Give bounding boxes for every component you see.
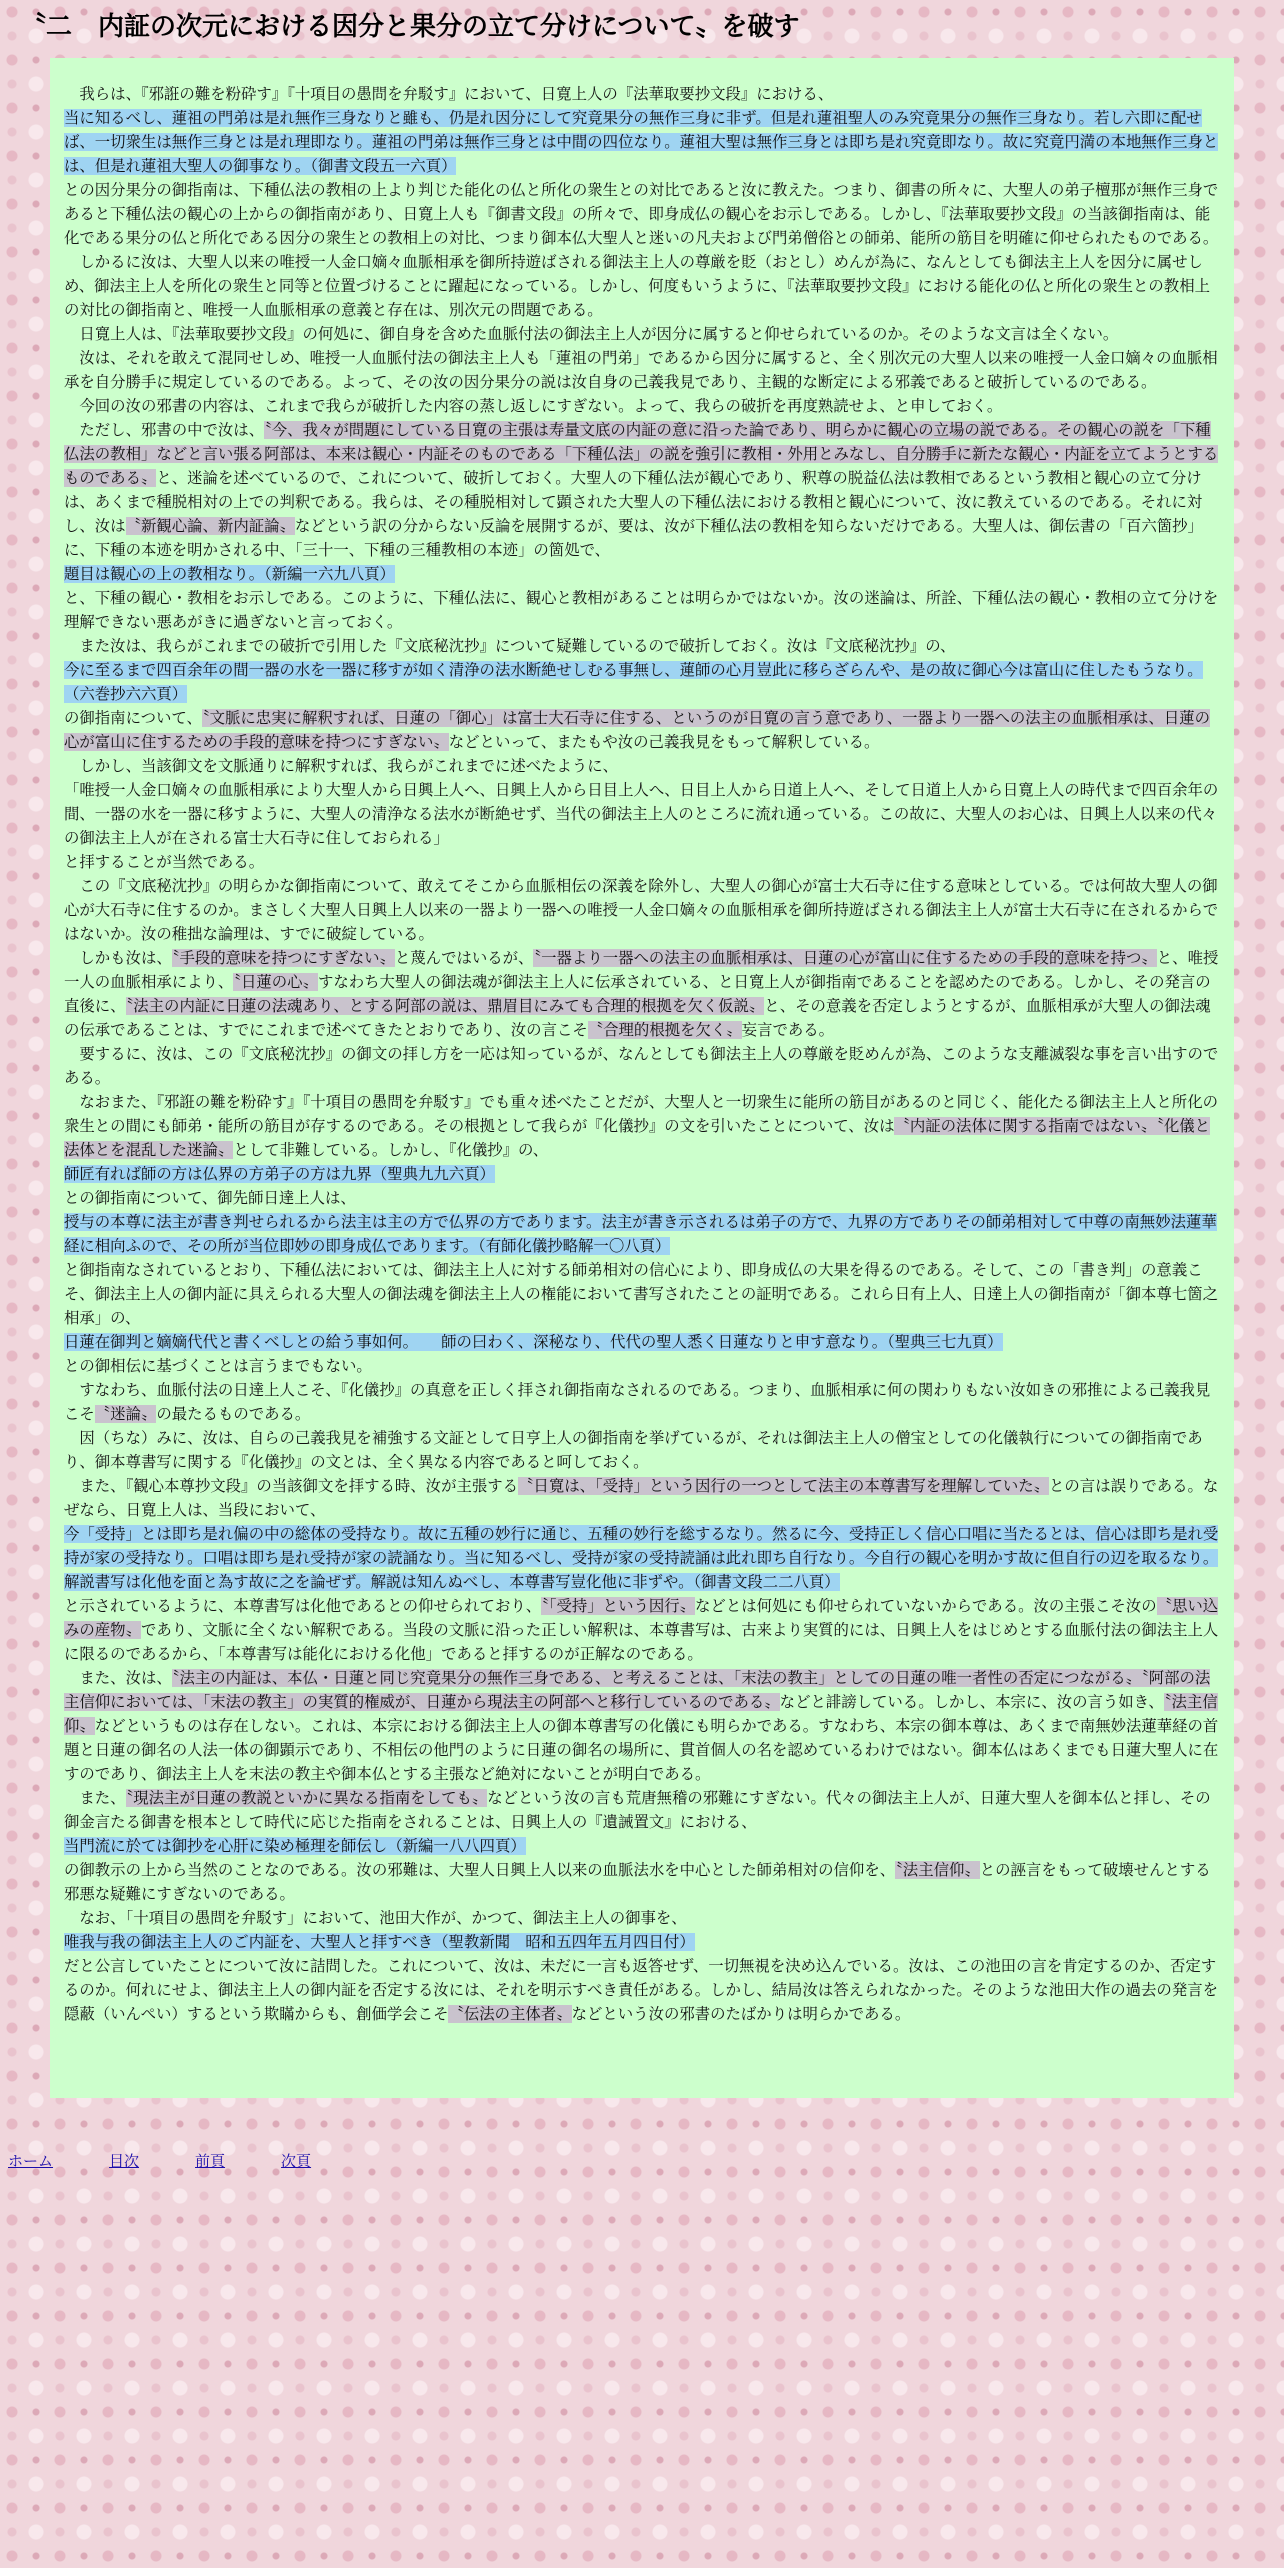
- cited-claim: 〝阿部の法主信仰においては、「末法の教主」の実質的権威が、日蓮から現法主の阿部へと移行しているのである〟: [64, 1669, 1211, 1711]
- body-paragraph: [64, 1258, 1220, 1330]
- paragraph-text: との因分果分の御指南は、下種仏法の教相の上より判じた能化の仏と所化の衆生との対比であると汝に教えた。つまり、御書の所々に、大聖人の弟子檀那が無作三身であると下種仏法の観心の上からの御指南があり、日寛上人も『御書文段』の所々で、即身成仏の観心をお示しである。しかし、『法華取要抄文段』の当該御指南は、能化である果分の仏と所化である因分の衆生との教相上の対比、つまり御本仏大聖人と迷いの凡夫および門弟僧俗との師弟、能所の筋目を明確に仰せられたものである。: [64, 181, 1219, 247]
- body-paragraph: [64, 250, 1220, 322]
- body-paragraph: [64, 1378, 1220, 1426]
- body-paragraph: [64, 322, 1220, 346]
- paragraph-text: 我らは、『邪誑の難を粉砕す』『十項目の愚問を弁駁す』において、日寛上人の『法華取要抄文段』における、: [64, 85, 834, 103]
- paragraph-text: と、迷論を述べているので、これについて、破折しておく。大聖人の下種仏法が観心であり、釈尊の脱益仏法は教相であるという教相と観心の立て分けは、あくまで種脱相対の上での判釈である。我らは、その種脱相対して顕された大聖人の下種仏法における教相と観心について、汝に教えているのである。それに対し、汝は: [64, 469, 1203, 535]
- page-title: 〝二 内証の次元における因分と果分の立て分けについて〟を破す: [20, 12, 800, 42]
- paragraph-text: また、『観心本尊抄文段』の当該御文を拝する時、汝が主張する: [64, 1477, 519, 1495]
- cited-claim: 〝現法主が日蓮の教説といかに異なる指南をしても〟: [125, 1789, 488, 1807]
- body-paragraph: [64, 778, 1220, 850]
- paragraph-text: 因（ちな）みに、汝は、自らの己義我見を補強する文証として日亨上人の御指南を挙げているが、それは御法主上人の僧宝としての化儀執行についての御指南であり、御本尊書写に関する『化儀抄』の文とは、全く異なる内容であると呵しておく。: [64, 1429, 1203, 1471]
- cited-claim: 〝合理的根拠を欠く〟: [587, 1021, 742, 1039]
- body-paragraph: [64, 178, 1220, 250]
- body-paragraph: [64, 1786, 1220, 1834]
- paragraph-text: などというものは存在しない。これは、本宗における御法主上人の御本尊書写の化儀にも明らかである。すなわち、本宗の御本尊は、あくまで南無妙法蓮華経の首題と日蓮の御名の人法一体の御顕示であり、不相伝の他門のように日蓮の御名の場所に、貫首個人の名を認めているわけではない。御本仏はあくまでも日蓮大聖人に在すのであり、御法主上人を末法の教主や御本仏とする主張など絶対にないことが明白である。: [64, 1717, 1219, 1783]
- body-paragraph: [64, 658, 1220, 706]
- paragraph-text: 汝は、それを敢えて混同せしめ、唯授一人血脈付法の御法主上人も「蓮祖の門弟」であるから因分に属すると、全く別次元の大聖人以来の唯授一人金口嫡々の血脈相承を自分勝手に規定しているのである。よって、その汝の因分果分の説は汝自身の己義我見であり、主観的な断定による邪義であると破折しているのである。: [64, 349, 1218, 391]
- paragraph-text: との言は誤りである。なぜなら、日寛上人は、当段において、: [64, 1477, 1219, 1519]
- body-paragraph: [64, 1330, 1220, 1354]
- body-paragraph: [64, 562, 1220, 586]
- body-paragraph: [64, 1354, 1220, 1378]
- paragraph-text: の御指南について、: [64, 709, 202, 727]
- body-paragraph: [64, 1834, 1220, 1858]
- paragraph-text: なお、「十項目の愚問を弁駁す」において、池田大作が、かつて、御法主上人の御事を、: [64, 1909, 687, 1927]
- cited-claim: 〝「受持」という因行〟: [541, 1597, 696, 1615]
- body-paragraph: [64, 82, 1220, 106]
- quoted-passage: 師匠有れば師の方は仏界の方弟子の方は九界（聖典九九六頁）: [64, 1165, 495, 1183]
- body-paragraph: [64, 394, 1220, 418]
- paragraph-text: 「唯授一人金口嫡々の血脈相承により大聖人から日興上人へ、日興上人から日目上人へ、日目上人から日道上人へ、そして日道上人から日寛上人の時代まで四百余年の間、一器の水を一器に移すように、大聖人の清浄なる法水が断絶せず、当代の御法主上人のところに流れ通っている。この故に、大聖人のお心は、日興上人以来の代々の御法主上人が在される富士大石寺に住しておられる」: [64, 781, 1219, 847]
- body-paragraph: [64, 1954, 1220, 2026]
- body-paragraph: [64, 1858, 1220, 1906]
- paragraph-text: との誣言をもって破壊せんとする邪悪な疑難にすぎないのである。: [64, 1861, 1211, 1903]
- paragraph-text: 日寛上人は、『法華取要抄文段』の何処に、御自身を含めた血脈付法の御法主上人が因分に属すると仰せられているのか。そのような文言は全くない。: [64, 325, 1119, 343]
- paragraph-text: であり、文脈に全くない解釈である。当段の文脈に沿った正しい解釈は、本尊書写は、古来より実質的には、日興上人をはじめとする血脈付法の御法主上人に限るのであるから、「本尊書写は能化における化他」であると拝するのが正解なのである。: [64, 1621, 1219, 1663]
- body-paragraph: [64, 706, 1220, 754]
- paragraph-text: と拝することが当然である。: [64, 853, 265, 871]
- paragraph-text: と、下種の観心・教相をお示しである。このように、下種仏法に、観心と教相があることは明らかではないか。汝の迷論は、所詮、下種仏法の観心・教相の立て分けを理解できない悪あがきに過ぎないと言っておく。: [64, 589, 1219, 631]
- body-paragraph: [64, 1090, 1220, 1162]
- paragraph-text: と蔑んではいるが、: [394, 949, 534, 967]
- paragraph-text: 今回の汝の邪書の内容は、これまで我らが破折した内容の蒸し返しにすぎない。よって、我らの破折を再度熟読せよ、と申しておく。: [64, 397, 1003, 415]
- quoted-passage: 唯我与我の御法主上人のご内証を、大聖人と拝すべき（聖教新聞 昭和五四年五月四日付）: [64, 1933, 695, 1951]
- paragraph-text: と御指南なされているとおり、下種仏法においては、御法主上人に対する師弟相対の信心により、即身成仏の大果を得るのである。そして、この「書き判」の意義こそ、御法主上人の御内証に具えられる大聖人の御法魂を御法主上人の権能において書写されたことの証明である。これら日有上人、日達上人の御指南が「御本尊七箇之相承」の、: [64, 1261, 1218, 1327]
- paragraph-text: と示されているように、本尊書写は化他であるとの仰せられており、: [64, 1597, 542, 1615]
- paragraph-text: また、汝は、: [64, 1669, 172, 1687]
- cited-claim: 〝一器より一器への法主の血脈相承は、日蓮の心が富山に住するための手段的意味を持つ〟: [533, 949, 1157, 967]
- body-paragraph: [64, 1906, 1220, 1930]
- body-paragraph: [64, 1426, 1220, 1474]
- cited-claim: 〝化儀と法体とを混乱した迷論〟: [64, 1117, 1211, 1159]
- home-link[interactable]: ホーム: [8, 2152, 54, 2170]
- quoted-passage: 当門流に於ては御抄を心肝に染め極理を師伝し（新編一八八四頁）: [64, 1837, 526, 1855]
- paragraph-text: なおまた、『邪誑の難を粉砕す』『十項目の愚問を弁駁す』でも重々述べたことだが、大聖人と一切衆生に能所の筋目があるのと同じく、能化たる御法主上人と所化の衆生との間にも師弟・能所の筋目が存するのである。その根拠として我らが『化儀抄』の文を引いたことについて、汝は: [64, 1093, 1218, 1135]
- paragraph-text: すなわち大聖人の御法魂が御法主上人に伝承されている、と日寛上人が御指南であることを認めたのである。しかし、その発言の直後に、: [64, 973, 1211, 1015]
- body-paragraph: [64, 106, 1220, 178]
- paragraph-text: などと誹謗している。しかし、本宗に、汝の言う如き、: [779, 1693, 1164, 1711]
- cited-claim: 〝今、我々が問題にしている日寛の主張は寿量文底の内証の意に沿った論であり、明らかに観心の立場の説である。その観心の説を「下種仏法の教相」などと言い張る阿部は、本来は観心・内証そのものである「下種仏法」の説を強引に教相・外用とみなし、自分勝手に新たな観心・内証を立てようとするものである〟: [64, 421, 1219, 487]
- quoted-passage: 題目は観心の上の教相なり。（新編一六九八頁）: [64, 565, 395, 583]
- body-paragraph: [64, 1594, 1220, 1666]
- cited-claim: 〝法主信仰〟: [64, 1693, 1218, 1735]
- body-paragraph: [64, 1162, 1220, 1186]
- quoted-passage: 日蓮在御判と嫡嫡代代と書くべしとの給う事如何。 師の曰わく、深秘なり、代代の聖人悉く日蓮なりと申す意なり。（聖典三七九頁）: [64, 1333, 1003, 1351]
- cited-claim: 〝文脈に忠実に解釈すれば、日蓮の「御心」は富士大石寺に住する、というのが日寛の言う意であり、一器より一器への法主の血脈相承は、日蓮の心が富山に住するための手段的意味を持つにすぎない〟: [64, 709, 1210, 751]
- paragraph-text: 要するに、汝は、この『文底秘沈抄』の御文の拝し方を一応は知っているが、なんとしても御法主上人の尊厳を貶めんが為、このような支離滅裂な事を言い出すのである。: [64, 1045, 1219, 1087]
- paragraph-text: また汝は、我らがこれまでの破折で引用した『文底秘沈抄』について疑難しているので破折しておく。汝は『文底秘沈抄』の、: [64, 637, 956, 655]
- quoted-passage: 今「受持」とは即ち是れ偏の中の総体の受持なり。故に五種の妙行に通じ、五種の妙行を総するなり。然るに今、受持正しく信心口唱に当たるとは、信心は即ち是れ受持が家の受持なり。口唱は即ち是れ受持が家の読誦なり。当に知るべし、受持が家の受持読誦は此れ即ち自行なり。今自行の観心を明かす故に但自行の辺を取るなり。解説書写は化他を面と為す故に之を論ぜず。解説は知んぬべし、本尊書写豈化他に非ずや。（御書文段二二八頁）: [64, 1525, 1219, 1591]
- paragraph-text: しかるに汝は、大聖人以来の唯授一人金口嫡々血脈相承を御所持遊ばされる御法主上人の尊厳を貶（おとし）めんが為に、なんとしても御法主上人を因分に属せしめ、御法主上人を所化の衆生と同等と位置づけることに躍起になっている。しかし、何度もいうように、『法華取要抄文段』における能化の仏と所化の衆生との教相上の対比の御指南と、唯授一人血脈相承の意義と存在は、別次元の問題である。: [64, 253, 1210, 319]
- paragraph-text: として非難している。しかし、『化儀抄』の、: [233, 1141, 549, 1159]
- paragraph-text: などという汝の邪書のたばかりは明らかである。: [571, 2005, 911, 2023]
- paragraph-text: との御相伝に基づくことは言うまでもない。: [64, 1357, 372, 1375]
- body-paragraph: [64, 1666, 1220, 1786]
- body-paragraph: [64, 1930, 1220, 1954]
- cited-claim: 〝迷論〟: [94, 1405, 157, 1423]
- paragraph-text: ただし、邪書の中で汝は、: [64, 421, 265, 439]
- quoted-passage: 当に知るべし、蓮祖の門弟は是れ無作三身なりと雖も、仍是れ因分にして究竟果分の無作三身に非ず。但是れ蓮祖聖人のみ究竟果分の無作三身なり。若し六即に配せば、一切衆生は無作三身とは是れ理即なり。蓮祖の門弟は無作三身とは中間の四位なり。蓮祖大聖は無作三身とは即ち是れ究竟即なり。故に究竟円満の本地無作三身とは、但是れ蓮祖大聖人の御事なり。（御書文段五一六頁）: [64, 109, 1219, 175]
- body-paragraph: [64, 1522, 1220, 1594]
- cited-claim: 〝伝法の主体者〟: [448, 2005, 572, 2023]
- paragraph-text: などという汝の言も荒唐無稽の邪難にすぎない。代々の御法主上人が、日蓮大聖人を御本仏と拝し、その御金言たる御書を根本として時代に応じた指南をされることは、日興上人の『遺誡置文』における、: [64, 1789, 1211, 1831]
- content-panel: [50, 58, 1234, 2098]
- cited-claim: 〝内証の法体に関する指南ではない〟: [894, 1117, 1157, 1135]
- cited-claim: 〝手段的意味を持つにすぎない〟: [171, 949, 395, 967]
- body-paragraph: [64, 1210, 1220, 1258]
- body-paragraph: [64, 754, 1220, 778]
- body-paragraph: [64, 634, 1220, 658]
- next-page-link[interactable]: 次頁: [281, 2152, 312, 2170]
- cited-claim: 〝法主信仰〟: [895, 1861, 980, 1879]
- paragraph-text: などとは何処にも仰せられていないからである。汝の主張こそ汝の: [695, 1597, 1157, 1615]
- quoted-passage: 今に至るまで四百余年の間一器の水を一器に移すが如く清浄の法水断絶せしむる事無し、蓮師の心月豈此に移らざらんや、是の故に御心今は富山に住したもうなり。（六巻抄六六頁）: [64, 661, 1203, 703]
- body-paragraph: [64, 850, 1220, 874]
- cited-claim: 〝新観心論、新内証論〟: [125, 517, 295, 535]
- paragraph-text: また、: [64, 1789, 126, 1807]
- body-paragraph: [64, 346, 1220, 394]
- cited-claim: 〝法主の内証は、本仏・日蓮と同じ究竟果分の無作三身である、と考えることは、「末法の教主」としての日蓮の唯一者性の否定につながる〟: [171, 1669, 1142, 1687]
- paragraph-text: などといって、またもや汝の己義我見をもって解釈している。: [448, 733, 880, 751]
- body-paragraph: [64, 874, 1220, 946]
- paragraph-text: などという訳の分からない反論を展開するが、要は、汝が下種仏法の教相を知らないだけである。大聖人は、御伝書の「百六箇抄」に、下種の本迹を明かされる中、「三十一、下種の三種教相の本迹」の箇処で、: [64, 517, 1203, 559]
- cited-claim: 〝日寛は、「受持」という因行の一つとして法主の本尊書写を理解していた〟: [518, 1477, 1050, 1495]
- paragraph-text: この『文底秘沈抄』の明らかな御指南について、敢えてそこから血脈相伝の深義を除外し、大聖人の御心が富士大石寺に住する意味としている。では何故大聖人の御心が大石寺に住するのか。まさしく大聖人日興上人以来の一器より一器への唯授一人金口嫡々の血脈相承を御所持遊ばされる御法主上人が富士大石寺に在されるからではないか。汝の稚拙な論理は、すでに破綻している。: [64, 877, 1219, 943]
- cited-claim: 〝法主の内証に日蓮の法魂あり、とする阿部の説は、鼎眉目にみても合理的根拠を欠く仮説〟: [125, 997, 765, 1015]
- paragraph-text: の最たるものである。: [156, 1405, 311, 1423]
- body-paragraph: [64, 946, 1220, 1042]
- body-paragraph: [64, 1186, 1220, 1210]
- paragraph-text: しかし、当該御文を文脈通りに解釈すれば、我らがこれまでに述べたように、: [64, 757, 619, 775]
- paragraph-text: だと公言していたことについて汝に詰問した。これについて、汝は、未だに一言も返答せず、一切無視を決め込んでいる。汝は、この池田の言を肯定するのか、否定するのか。何れにせよ、御法主上人の御内証を否定する汝には、それを明示すべき責任がある。しかし、結局汝は答えられなかった。そのような池田大作の過去の発言を隠蔽（いんぺい）するという欺瞞からも、創価学会こそ: [64, 1957, 1218, 2023]
- cited-claim: 〝思い込みの産物〟: [64, 1597, 1219, 1639]
- paragraph-text: と、その意義を否定しようとするが、血脈相承が大聖人の御法魂の伝承であることは、すでにこれまで述べてきたとおりであり、汝の言こそ: [64, 997, 1211, 1039]
- paragraph-text: しかも汝は、: [64, 949, 172, 967]
- paragraph-text: すなわち、血脈付法の日達上人こそ、『化儀抄』の真意を正しく拝され御指南なされるのである。つまり、血脈相承に何の関わりもない汝如きの邪推による己義我見こそ: [64, 1381, 1211, 1423]
- body-paragraph: [64, 1474, 1220, 1522]
- paragraph-text: との御指南について、御先師日達上人は、: [64, 1189, 356, 1207]
- contents-link[interactable]: 目次: [109, 2152, 140, 2170]
- paragraph-text: と、唯授一人の血脈相承により、: [64, 949, 1219, 991]
- body-paragraph: [64, 1042, 1220, 1090]
- body-paragraph: [64, 418, 1220, 562]
- paragraph-text: 妄言である。: [741, 1021, 835, 1039]
- body-paragraph: [64, 586, 1220, 634]
- previous-page-link[interactable]: 前頁: [195, 2152, 226, 2170]
- footer-nav: [8, 2150, 367, 2171]
- cited-claim: 〝日蓮の心〟: [233, 973, 318, 991]
- quoted-passage: 授与の本尊に法主が書き判せられるから法主は主の方で仏界の方であります。法主が書き示されるは弟子の方で、九界の方でありその師弟相対して中尊の南無妙法蓮華経に相向ふので、その所が当位即妙の即身成仏であります。（有師化儀抄略解一〇八頁）: [64, 1213, 1217, 1255]
- paragraph-text: の御教示の上から当然のことなのである。汝の邪難は、大聖人日興上人以来の血脈法水を中心とした師弟相対の信仰を、: [64, 1861, 896, 1879]
